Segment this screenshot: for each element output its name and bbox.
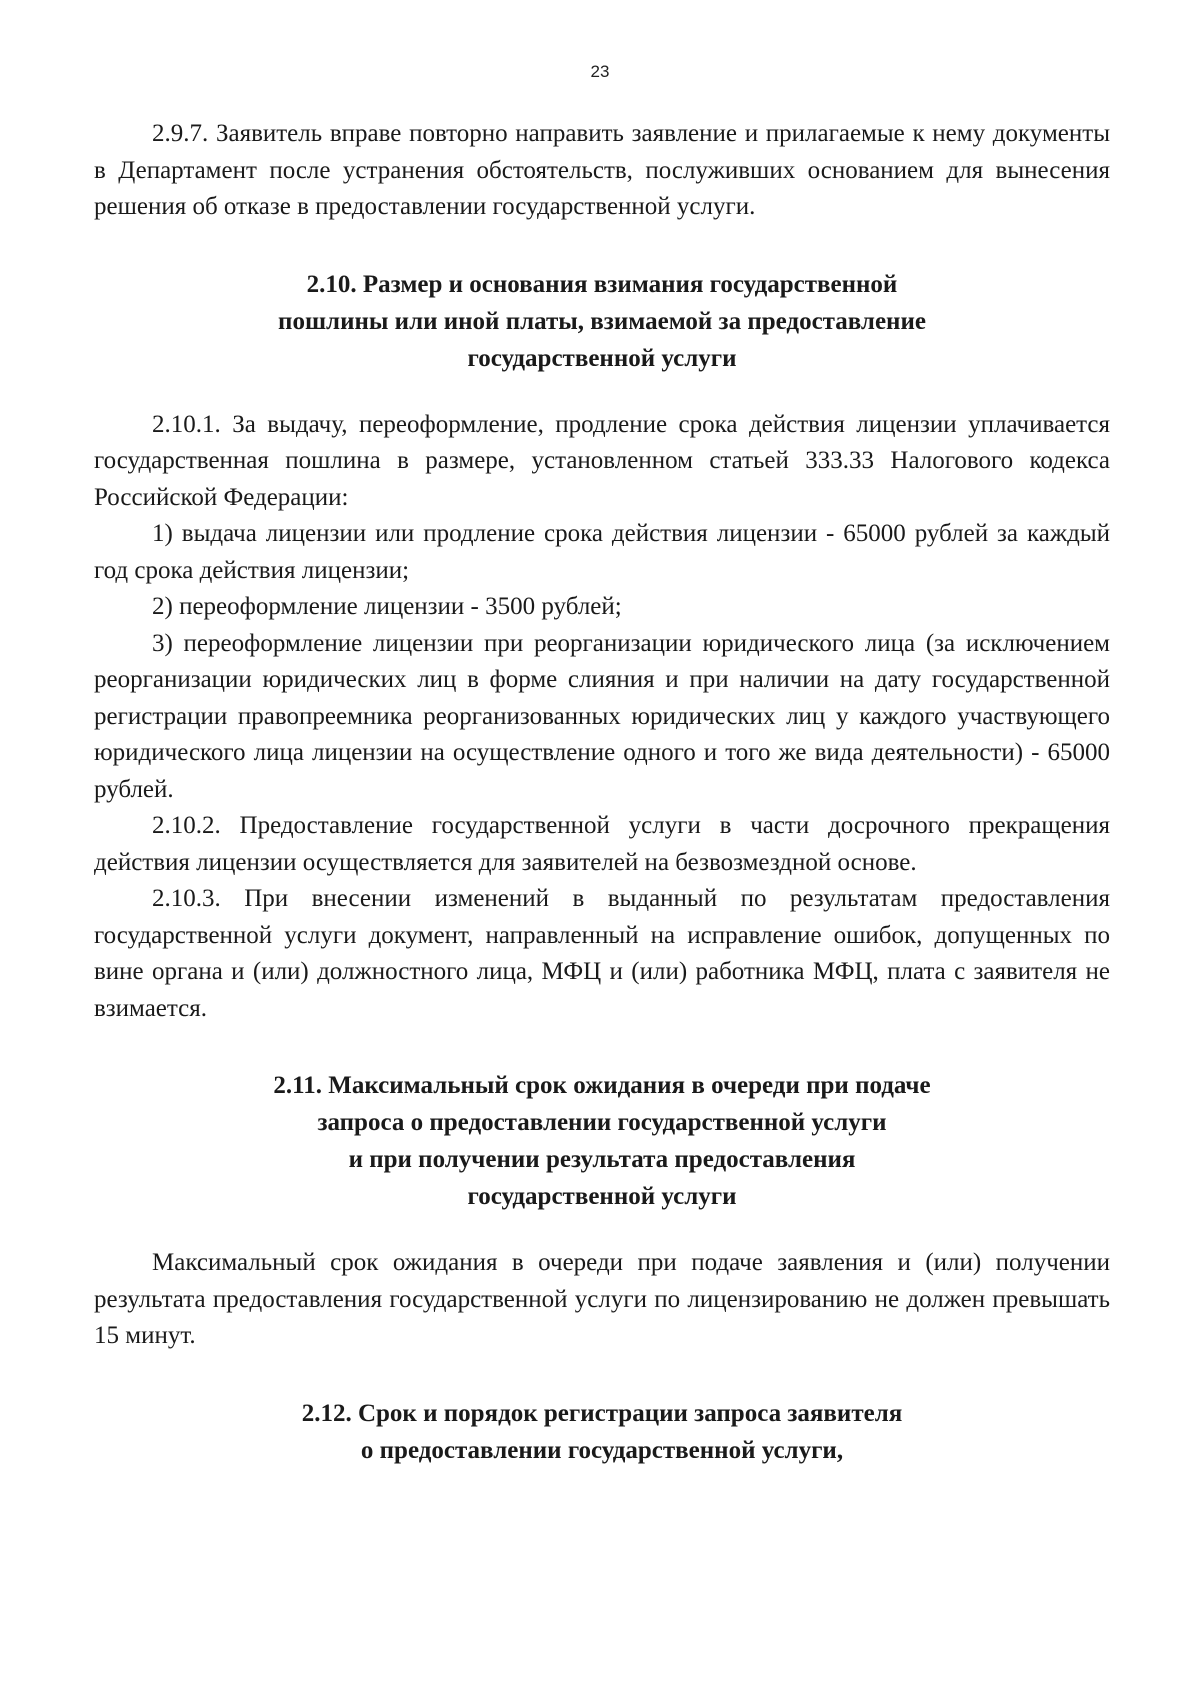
heading-line: 2.10. Размер и основания взимания государственной bbox=[306, 270, 898, 298]
heading-line: государственной услуги bbox=[467, 344, 737, 372]
paragraph-2-10-1: 2.10.1. За выдачу, переоформление, продление срока действия лицензии уплачивается государственная пошлина в размере, установленном статьей 333.33 Налогового кодекса Российской Федерации: bbox=[94, 410, 1110, 511]
paragraph-2-10-3: 2.10.3. При внесении изменений в выданный по результатам предоставления государственной услуги документ, направленный на исправление ошибок, допущенных по вине органа и (или) должностного лица, МФЦ и (или) работника МФЦ, плата с заявителя не взимается. bbox=[94, 885, 1110, 1022]
paragraph-2-11: Максимальный срок ожидания в очереди при подаче заявления и (или) получении результата предоставления государственной услуги по лицензированию не должен превышать 15 минут. bbox=[94, 1249, 1110, 1349]
heading-line: запроса о предоставлении государственной услуги bbox=[317, 1109, 887, 1136]
heading-line: 2.11. Максимальный срок ожидания в очереди при подаче bbox=[273, 1072, 931, 1099]
heading-line: и при получении результата предоставления bbox=[348, 1146, 856, 1173]
heading-line: о предоставлении государственной услуги, bbox=[360, 1436, 844, 1464]
page-number: 23 bbox=[590, 62, 610, 81]
list-item-2: 2) переоформление лицензии - 3500 рублей; bbox=[152, 593, 622, 620]
list-item-1: 1) выдача лицензии или продление срока действия лицензии - 65000 рублей за каждый год срока действия лицензии; bbox=[94, 520, 1110, 584]
heading-2-10 bbox=[94, 266, 1110, 377]
heading-2-12 bbox=[94, 1395, 1110, 1469]
page-content bbox=[94, 116, 1110, 1469]
heading-line: 2.12. Срок и порядок регистрации запроса заявителя bbox=[301, 1399, 903, 1427]
list-item-3: 3) переоформление лицензии при реорганизации юридического лица (за исключением реорганизации юридических лиц в форме слияния и при наличии на дату государственной регистрации правопреемника реорганизованных юридических лиц у каждого участвующего юридического лица лицензии на осуществление одного и того же вида деятельности) - 65000 рублей. bbox=[94, 629, 1110, 803]
heading-line: пошлины или иной платы, взимаемой за предоставление bbox=[278, 307, 926, 335]
paragraph-2-10-2: 2.10.2. Предоставление государственной услуги в части досрочного прекращения действия лицензии осуществляется для заявителей на безвозмездной основе. bbox=[94, 812, 1110, 876]
heading-2-11 bbox=[94, 1067, 1110, 1215]
paragraph-2-9-7: 2.9.7. Заявитель вправе повторно направить заявление и прилагаемые к нему документы в Департамент после устранения обстоятельств, послуживших основанием для вынесения решения об отказе в предоставлении государственной услуги. bbox=[94, 120, 1110, 220]
heading-line: государственной услуги bbox=[467, 1183, 737, 1210]
